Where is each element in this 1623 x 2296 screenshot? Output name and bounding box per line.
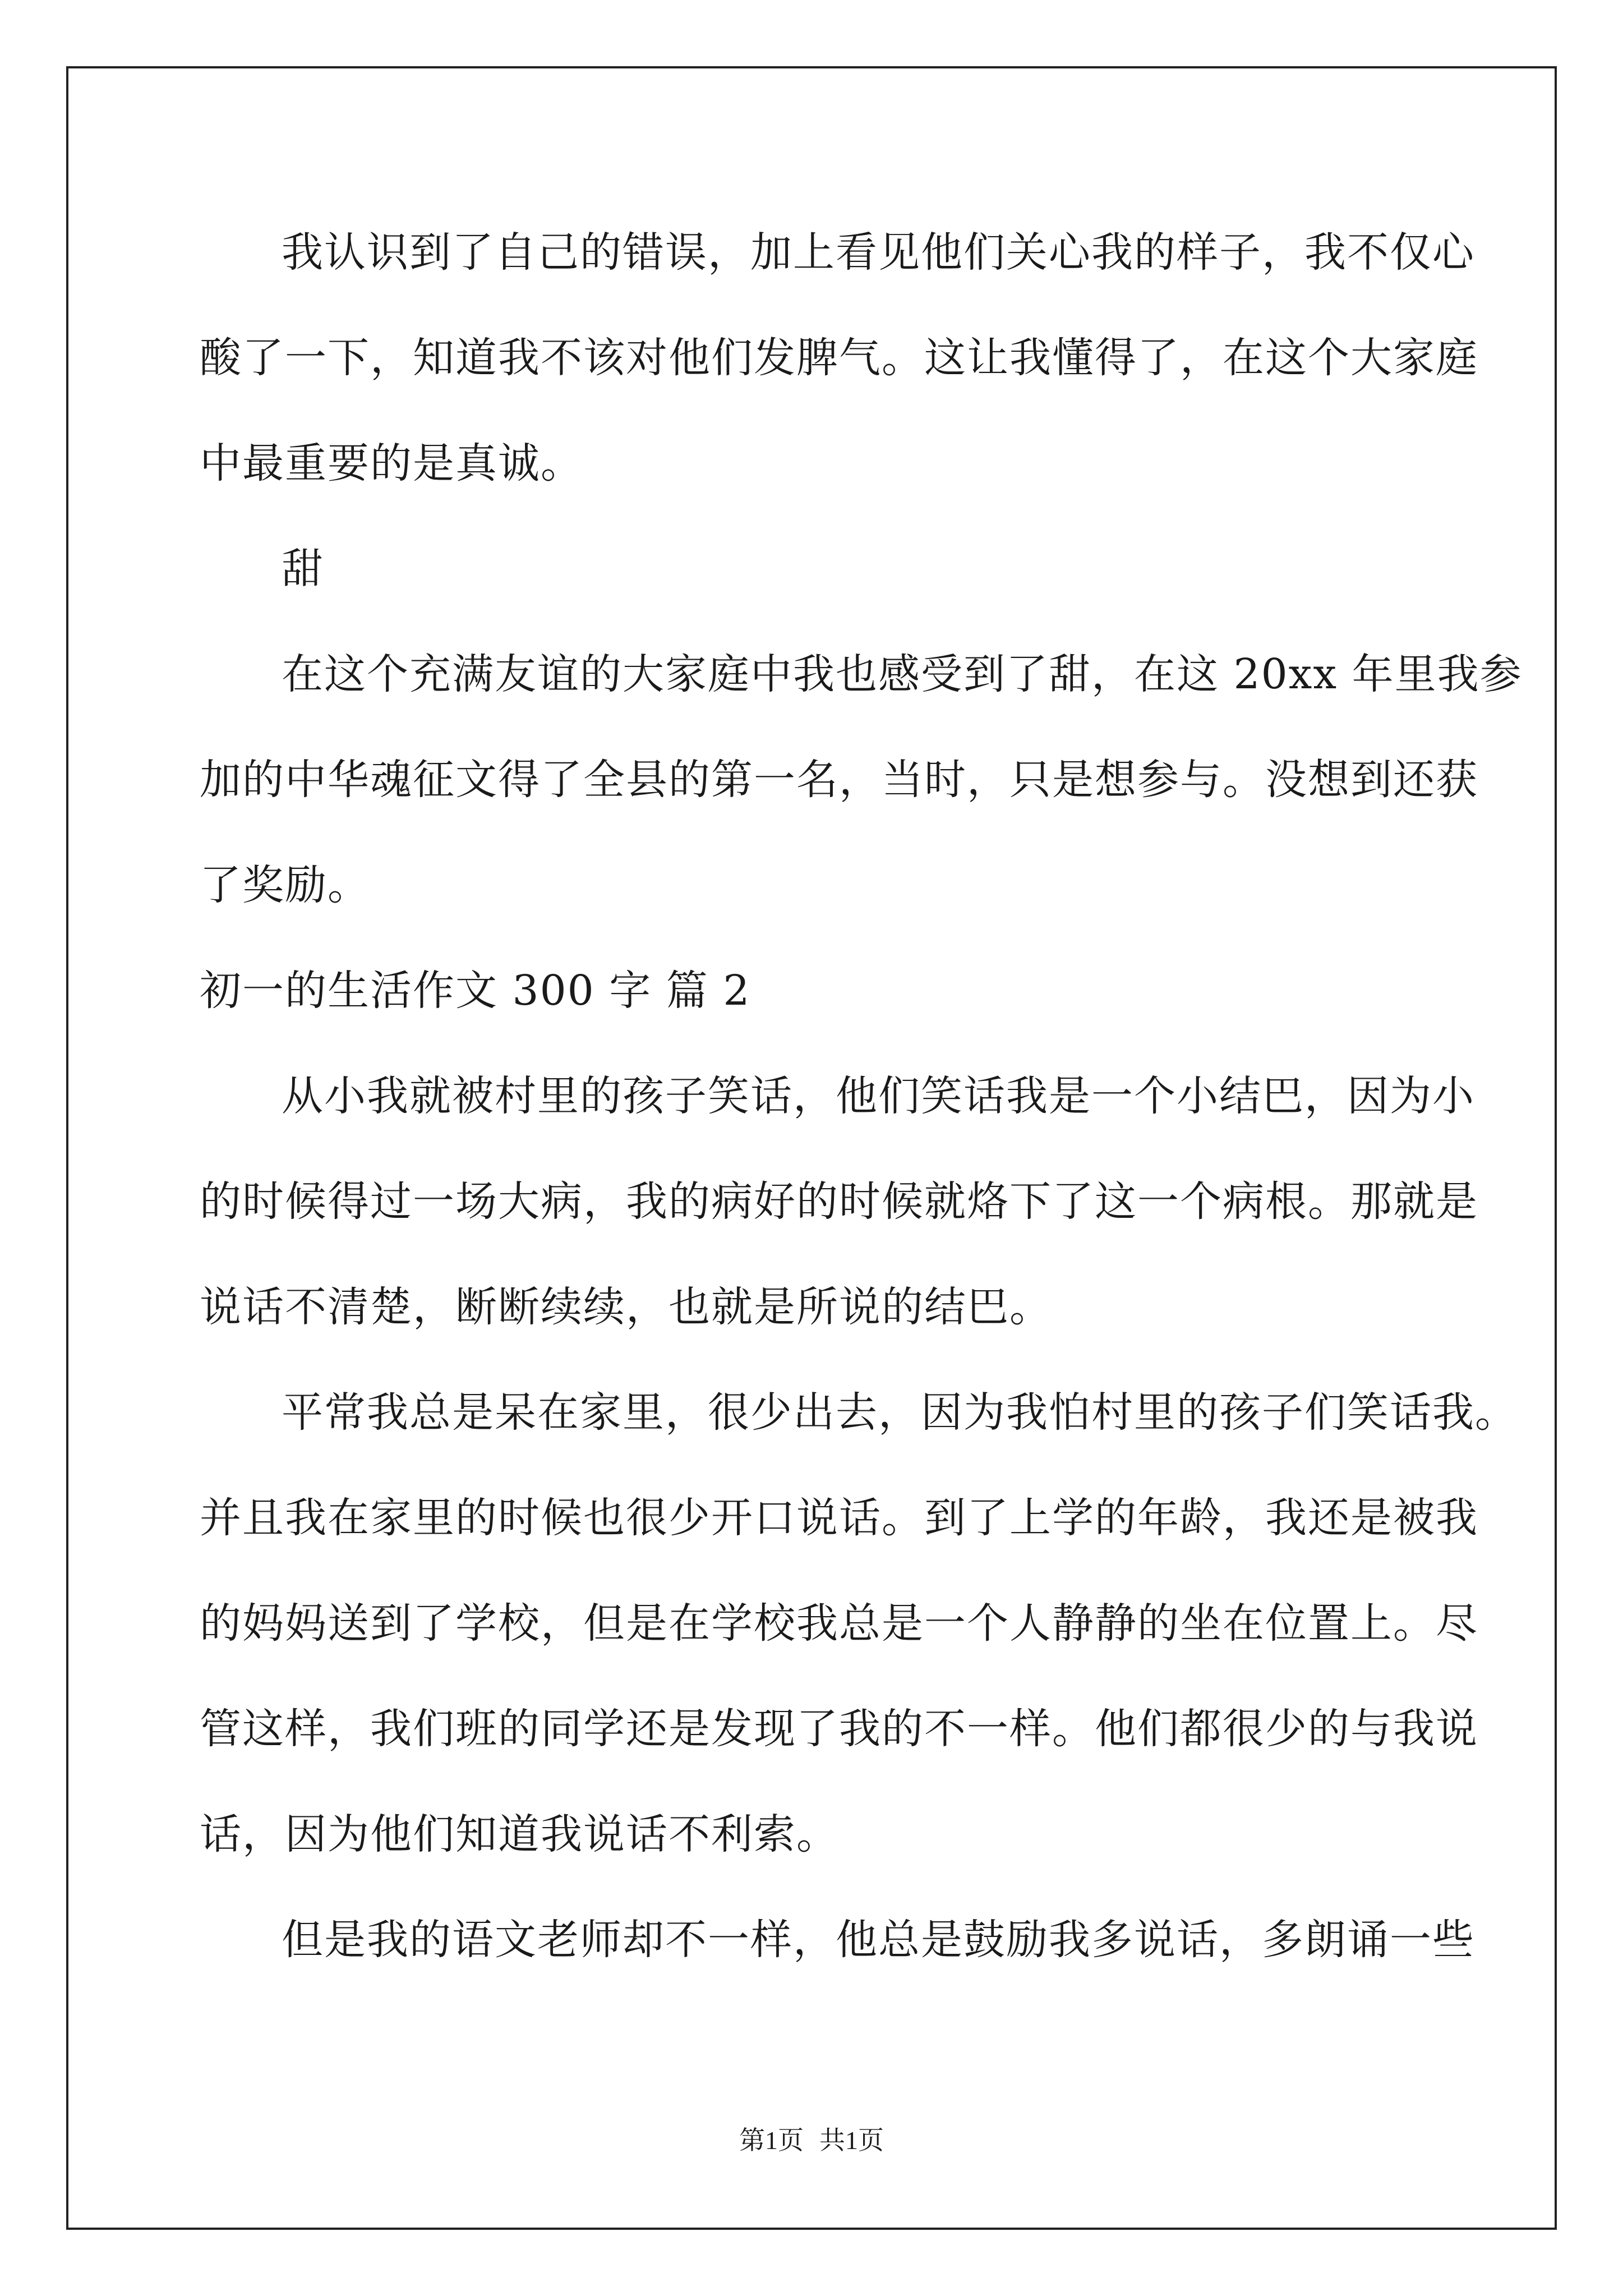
paragraph-line: 从小我就被村里的孩子笑话，他们笑话我是一个小结巴，因为小 bbox=[282, 1072, 1475, 1120]
paragraph-line: 管这样，我们班的同学还是发现了我的不一样。他们都很少的与我说 bbox=[200, 1705, 1478, 1753]
section-heading: 甜 bbox=[282, 545, 324, 593]
page-footer bbox=[0, 2124, 1623, 2157]
paragraph-line: 说话不清楚，断断续续，也就是所说的结巴。 bbox=[200, 1283, 1052, 1331]
paragraph-line: 中最重要的是真诚。 bbox=[200, 439, 583, 487]
paragraph-line: 话，因为他们知道我说话不利索。 bbox=[200, 1810, 839, 1858]
paragraph-line: 在这个充满友谊的大家庭中我也感受到了甜，在这 20xx 年里我参 bbox=[282, 650, 1523, 698]
paragraph-line: 并且我在家里的时候也很少开口说话。到了上学的年龄，我还是被我 bbox=[200, 1494, 1478, 1542]
paragraph-line: 我认识到了自己的错误，加上看见他们关心我的样子，我不仅心 bbox=[282, 228, 1475, 277]
paragraph-line: 加的中华魂征文得了全县的第一名，当时，只是想参与。没想到还获 bbox=[200, 756, 1478, 804]
paragraph-line: 但是我的语文老师却不一样，他总是鼓励我多说话，多朗诵一些 bbox=[282, 1916, 1475, 1964]
paragraph-line: 的时候得过一场大病，我的病好的时候就烙下了这一个病根。那就是 bbox=[200, 1177, 1478, 1226]
paragraph-line: 平常我总是呆在家里，很少出去，因为我怕村里的孩子们笑话我。 bbox=[282, 1388, 1518, 1437]
page-number: 第1页 bbox=[739, 2126, 804, 2155]
paragraph-line: 了奖励。 bbox=[200, 861, 370, 909]
page-border bbox=[66, 66, 1557, 2230]
paragraph-line: 酸了一下，知道我不该对他们发脾气。这让我懂得了，在这个大家庭 bbox=[200, 334, 1478, 382]
page-total: 共1页 bbox=[819, 2126, 884, 2155]
article-title: 初一的生活作文 300 字 篇 2 bbox=[200, 967, 751, 1015]
paragraph-line: 的妈妈送到了学校，但是在学校我总是一个人静静的坐在位置上。尽 bbox=[200, 1599, 1478, 1648]
